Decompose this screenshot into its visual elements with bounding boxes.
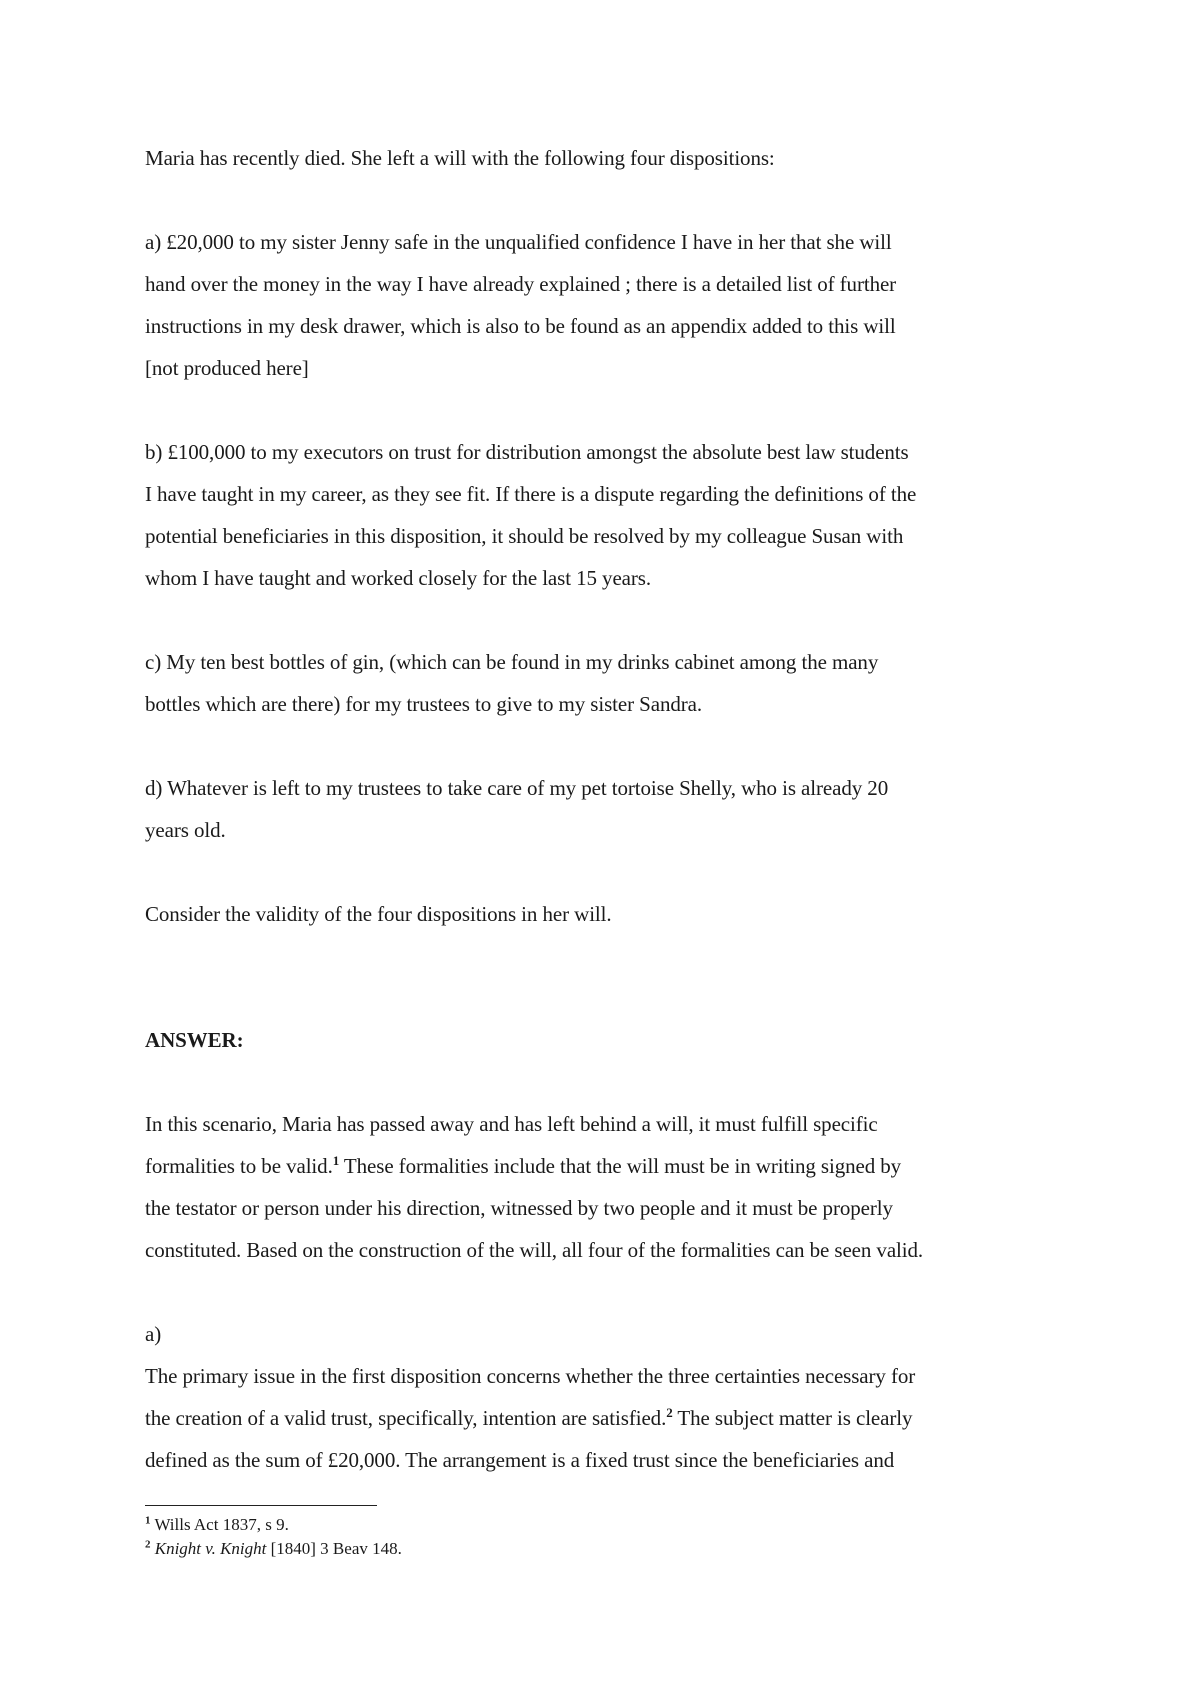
question-prompt: Consider the validity of the four dispositions in her will. [145, 902, 612, 926]
answer-a-label: a) [145, 1322, 162, 1346]
answer-a-line-2-rest: The subject matter is clearly [672, 1406, 913, 1430]
answer-a-line-2-text: the creation of a valid trust, specifically, intention are satisfied. [145, 1406, 667, 1430]
footnote-2-number: 2 [145, 1538, 151, 1551]
footnote-2-case-name: Knight v. Knight [154, 1539, 267, 1558]
disposition-b-line-2: I have taught in my career, as they see fit. If there is a dispute regarding the definitions of the [145, 482, 917, 506]
question-intro: Maria has recently died. She left a will with the following four dispositions: [145, 146, 775, 170]
answer-p1-line-2-text: formalities to be valid. [145, 1154, 333, 1178]
disposition-a-line-4: [not produced here] [145, 356, 309, 380]
footnote-ref-1: 1 [332, 1153, 340, 1168]
footnote-ref-2: 2 [666, 1405, 673, 1420]
answer-heading: ANSWER: [145, 1028, 244, 1052]
answer-p1-line-2 [145, 1153, 901, 1179]
answer-a-line-3: defined as the sum of £20,000. The arrangement is a fixed trust since the beneficiaries and [145, 1448, 895, 1472]
disposition-b-line-3: potential beneficiaries in this disposition, it should be resolved by my colleague Susan with [145, 524, 904, 548]
answer-p1-line-1: In this scenario, Maria has passed away and has left behind a will, it must fulfill specific [145, 1112, 878, 1136]
disposition-a-line-3: instructions in my desk drawer, which is also to be found as an appendix added to this will [145, 314, 896, 338]
disposition-b-line-1: b) £100,000 to my executors on trust for distribution amongst the absolute best law students [145, 440, 909, 464]
disposition-a-line-2: hand over the money in the way I have already explained ; there is a detailed list of further [145, 272, 897, 296]
disposition-d-line-1: d) Whatever is left to my trustees to take care of my pet tortoise Shelly, who is already 20 [145, 776, 889, 800]
footnote-1-text: Wills Act 1837, s 9. [150, 1515, 289, 1534]
disposition-c-line-1: c) My ten best bottles of gin, (which can be found in my drinks cabinet among the many [145, 650, 879, 674]
answer-a-line-2 [145, 1405, 912, 1431]
footnote-1 [145, 1514, 289, 1536]
footnote-2 [145, 1538, 402, 1560]
answer-p1-line-2-rest: These formalities include that the will must be in writing signed by [339, 1154, 902, 1178]
disposition-b-line-4: whom I have taught and worked closely for the last 15 years. [145, 566, 652, 590]
disposition-c-line-2: bottles which are there) for my trustees to give to my sister Sandra. [145, 692, 703, 716]
disposition-d-line-2: years old. [145, 818, 226, 842]
disposition-a-line-1: a) £20,000 to my sister Jenny safe in the unqualified confidence I have in her that she will [145, 230, 892, 254]
answer-p1-line-3: the testator or person under his direction, witnessed by two people and it must be properly [145, 1196, 893, 1220]
answer-a-line-1: The primary issue in the first disposition concerns whether the three certainties necessary for [145, 1364, 916, 1388]
footnote-separator [145, 1505, 377, 1506]
footnote-2-text: [1840] 3 Beav 148. [266, 1539, 402, 1558]
answer-p1-line-4: constituted. Based on the construction of the will, all four of the formalities can be seen valid. [145, 1238, 924, 1262]
footnote-1-number: 1 [145, 1514, 151, 1527]
